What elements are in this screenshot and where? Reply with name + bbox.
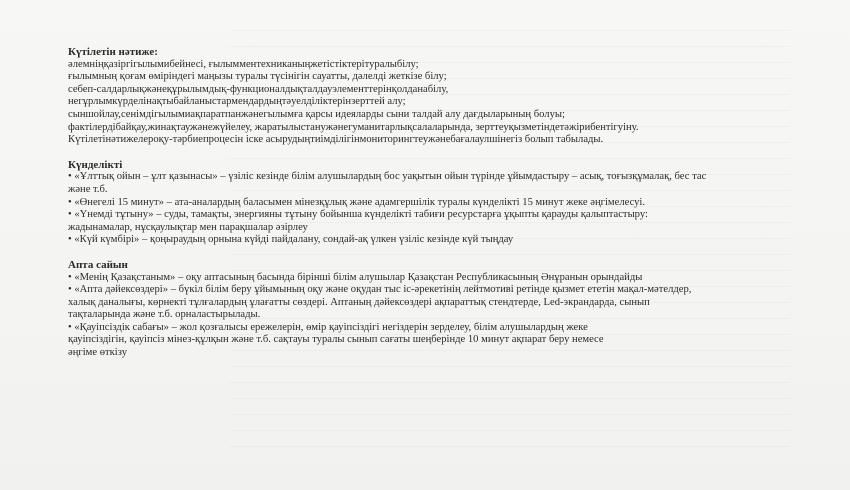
text-line: Күтілетінәтижелероқу-тәрбиепроцесін іске асырудыңтиімділігінмониторингтеужәнебағалаулшінегіз болып табылады. bbox=[68, 134, 604, 146]
text-line: негұрлымкүрделінақтыбайланыстармендардыңтәуелділіктерінзерттей алу; bbox=[68, 96, 406, 108]
text-line: әлемніңқазіргігылымибейнесі, ғылымментехниканыңжетістіктерітуралыбілу; bbox=[68, 58, 419, 70]
section-expected-results bbox=[68, 46, 808, 147]
text-line: әңгіме өткізу bbox=[68, 347, 127, 359]
text-line: • «Үнемді тұтыну» – суды, тамақты, энергияны тұтыну бойынша күнделікті табиғи ресурстарға ұқыпты қарауды қалыптастыру: bbox=[68, 209, 648, 221]
text-line: және т.б. bbox=[68, 183, 108, 195]
section-heading: Күтілетін нәтиже: bbox=[68, 46, 158, 58]
text-line: қауіпсіздігін, қауіпсіз мінез-құлқын және т.б. сақтауы туралы сынып сағаты шеңберінде 10 минут ақпарат беру немесе bbox=[68, 334, 604, 346]
section-heading: Апта сайын bbox=[68, 258, 128, 271]
section-daily bbox=[68, 159, 808, 247]
text-line: • «Күй күмбірі» – қоңыраудың орнына күйді пайдалану, сондай-ақ үлкен үзіліс кезінде күй тыңдау bbox=[68, 234, 514, 246]
text-line: ғылымның қоғам өміріндегі маңызы туралы түсінігін сауатты, дәлелді жеткізе білу; bbox=[68, 71, 447, 83]
section-heading: Күнделікті bbox=[68, 158, 123, 171]
text-line: сыншойлау,сенімдігылымиақпаратпанжәнегылымға қарсы идеяларды сыни талдай алу дағдыларының болуы; bbox=[68, 108, 565, 120]
text-line: • «Қауіпсіздік сабағы» – жол қозғалысы ережелерін, өмір қауіпсіздігі негіздерін зерделеу, білім алушылардың жеке bbox=[68, 321, 588, 333]
text-line: • «Апта дәйексөздері» – бүкіл білім беру ұйымының оқу және оқудан тыс іс-әрекетінің лейтмотиві ретінде қызмет ететін мақал-мәтелдер, bbox=[68, 284, 692, 296]
text-line: • «Өнегелі 15 минут» – ата-аналардың баласымен мінезқұлық және адамгершілік туралы күнделікті 15 минут жеке әңгімелесуі. bbox=[68, 196, 646, 208]
text-line: • «Менің Қазақстаным» – оқу аптасының басында бірінші білім алушылар Қазақстан Республикасының Әнұранын орындайды bbox=[68, 271, 643, 283]
text-line: халық даналығы, көрнекті тұлғалардың ұлағатты сөздері. Аптаның дәйексөздері ақпараттық стендтерде, Led-экрандарда, сынып bbox=[68, 296, 650, 308]
text-line: фактілердібайқау,жинақтаужәнежүйелеу, жаратылыстанужәнегуманитарлықсалаларында, зерттеуқызметіндетәжірибентігуіну. bbox=[68, 121, 639, 133]
document-body bbox=[68, 46, 808, 372]
text-line: жадынамалар, нұсқаулықтар мен парақшалар әзірлеу bbox=[68, 221, 308, 233]
text-line: тақталарында және т.б. орналастырылады. bbox=[68, 309, 261, 321]
section-weekly bbox=[68, 259, 808, 360]
text-line: себеп-салдарлықжәнеқұрылымдық-функционалдықталдауэлементтерінқолданабілу, bbox=[68, 83, 449, 95]
text-line: • «Ұлттық ойын – ұлт қазынасы» – үзіліс кезінде білім алушылардың бос уақытын ойын түрінде ұйымдастыру – асық, тоғызқұмалақ, бес тас bbox=[68, 171, 707, 183]
